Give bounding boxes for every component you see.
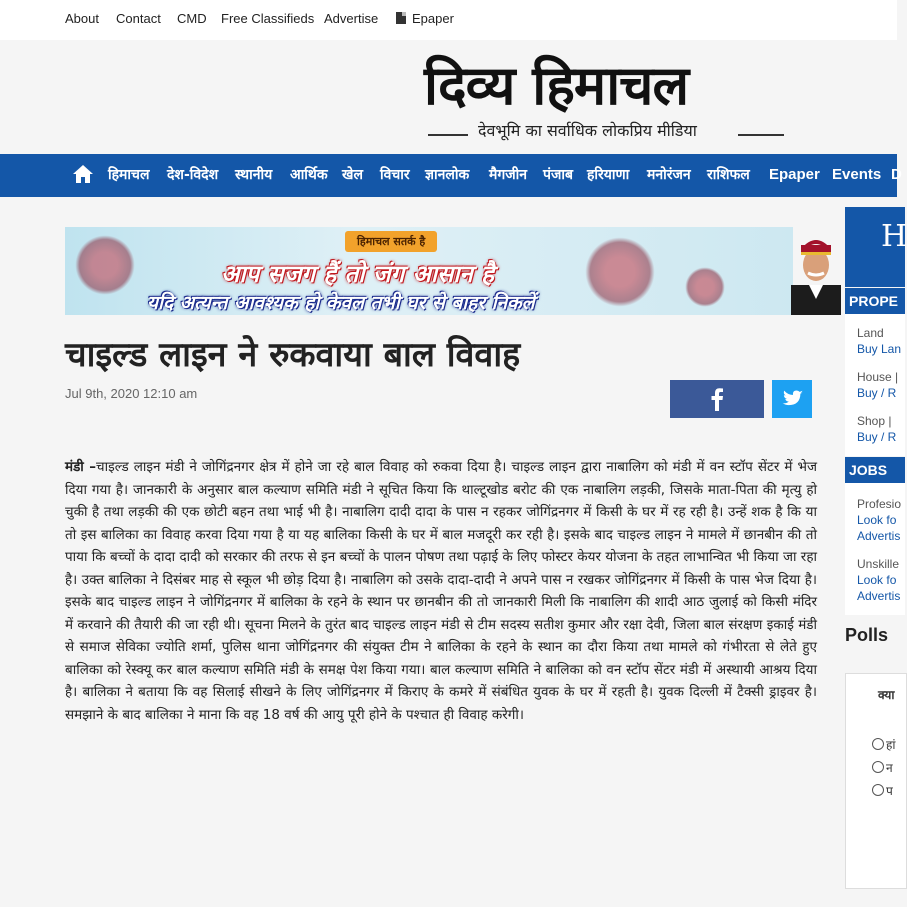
jobs-link[interactable]: Look fo — [857, 513, 897, 527]
poll-option-label: हां — [886, 738, 896, 752]
virus-graphic — [75, 235, 135, 295]
nav-item-magazine[interactable]: मैगजीन — [489, 167, 528, 183]
article-date: Jul 9th, 2020 12:10 am — [65, 386, 198, 401]
banner-tag: हिमाचल सतर्क है — [345, 231, 437, 252]
facebook-icon — [670, 380, 764, 418]
jobs-tab[interactable]: JOBS — [845, 457, 905, 483]
right-sidebar — [845, 207, 905, 907]
article-title: चाइल्ड लाइन ने रुकवाया बाल विवाह — [65, 335, 521, 375]
nav-item-gyanlok[interactable]: ज्ञानलोक — [425, 167, 470, 183]
document-icon — [396, 12, 406, 24]
nav-item-punjab[interactable]: पंजाब — [543, 167, 573, 183]
main-nav — [0, 154, 902, 197]
nav-item-himachal[interactable]: हिमाचल — [108, 167, 150, 183]
jobs-link[interactable]: Advertis — [857, 529, 901, 543]
virus-graphic — [585, 237, 655, 307]
banner-headline: आप सजग हैं तो जंग आसान है — [221, 260, 494, 288]
twitter-share-button[interactable] — [772, 380, 812, 418]
epaper-link[interactable] — [396, 11, 454, 26]
polls-heading: Polls — [845, 625, 889, 645]
poll-option[interactable] — [872, 736, 895, 753]
nav-item-khel[interactable]: खेल — [342, 167, 363, 183]
property-category: Land — [857, 326, 884, 340]
poll-option-label: न — [886, 761, 893, 775]
radio-button[interactable] — [872, 761, 884, 773]
jobs-link[interactable]: Advertis — [857, 589, 901, 603]
poll-option[interactable] — [872, 782, 893, 799]
tagline-rule-right — [738, 134, 784, 136]
nav-item-events[interactable]: Events — [832, 166, 882, 183]
poll-option[interactable] — [872, 759, 893, 776]
radio-button[interactable] — [872, 738, 884, 750]
jobs-category: Unskille — [857, 557, 900, 571]
property-category: Shop | — [857, 414, 892, 428]
property-category: House | — [857, 370, 899, 384]
property-list — [845, 314, 905, 456]
masthead — [0, 40, 897, 154]
sidebar-ad-header[interactable] — [845, 207, 905, 287]
nav-item-vichar[interactable]: विचार — [380, 167, 410, 183]
cmd-link[interactable]: CMD — [177, 11, 207, 26]
nav-item-overflow[interactable]: D — [891, 166, 902, 183]
banner-subline: यदि अत्यन्त आवश्यक हो केवल तभी घर से बाहर निकलें — [147, 292, 535, 314]
nav-item-desh-videsh[interactable]: देश-विदेश — [167, 167, 219, 183]
tagline-rule-left — [428, 134, 468, 136]
nav-item-epaper[interactable]: Epaper — [769, 166, 820, 183]
article-text: चाइल्ड लाइन मंडी ने जोगिंद्रनगर क्षेत्र में होने जा रहे बाल विवाह को रुकवा दिया है। चाइल्ड लाइन द्वारा नाबालिग को मंडी में वन स्टॉप सेंटर में भेज दिया गया है। जानकारी के अनुसार बाल कल्याण समिति मंडी ने सूचित किया कि थाल्टूखोड बरोट की एक नाबालिग लड़की, जिसके माता-पिता की मृत्यु हो चुकी है तथा लड़की की एक छोटी बहन तथा भाई भी है। नाबालिग दादी दादा के पास न रहकर जोगिंद्रनगर में किसी के घर में रह रही है। उन्हें शक है कि या तो इस बालिका का विवाह करवा दिया गया है या यह बालिका किसी के घर में बाल मजदूरी कर रही है। इसके बाद चाइल्ड लाइन ने मामले में छानबीन की तो पाया कि बच्चों के दादा दादी को सरकार की तरफ से इन बच्चों के पालन पोषण तथा पढ़ाई के लिए फोस्टर केयर योजना के तहत लाभान्वित भी किया जा रहा है। उक्त बालिका ने दिसंबर माह से स्कूल भी छोड़ दिया है। नाबालिग को उसके दादा-दादी ने अपने पास न रखकर जोगिंद्रनगर में किसी के पास भेज दिया है। इसके बाद चाइल्ड लाइन ने जोगिंद्रनगर में बालिका के रहने के स्थान पर छानबीन की तो जानकारी मिली कि नाबालिग की शादी आठ जुलाई को किसी मंदिर में करवाने की तैयारी की जा रही थी। सूचना मिलने के तुरंत बाद चाइल्ड लाइन मंडी से टीम सदस्य सतीश कुमार और रक्षा देवी, जिला बाल संरक्षण इकाई मंडी से समाज सेविका ज्योति शर्मा, पुलिस थाना जोगिंद्रनगर की संयुक्त टीम ने बालिका के रहने के स्थान का दौरा किया तथा मामले को गंभीरता से लेते हुए बालिका को रेस्क्यू कर बाल कल्याण समिति मंडी के समक्ष पेश किया गया। बाल कल्याण समिति ने बालिका को वन स्टॉप सेंटर मंडी में अस्थायी आश्रय दिया है। बालिका ने बताया कि वह सिलाई सीखने के लिए जोगिंद्रनगर में किराए के कमरे में संबंधित युवक के घर में रहती है। युवक दिल्ली में टैक्सी ड्राइवर है। समझाने के बाद बालिका ने माना कि वह 18 वर्ष की आयु पूरी होने के पश्चात ही विवाह करेगी। — [65, 459, 817, 723]
property-link[interactable]: Buy / R — [857, 430, 897, 444]
sidebar-ad-letter: H — [881, 219, 907, 254]
property-link[interactable]: Buy Lan — [857, 342, 902, 356]
jobs-category: Profesio — [857, 497, 902, 511]
facebook-share-button[interactable] — [670, 380, 764, 418]
poll-widget — [845, 673, 907, 889]
contact-link[interactable]: Contact — [116, 11, 161, 26]
covid-awareness-banner[interactable] — [65, 227, 793, 315]
poll-option-label: प — [886, 784, 893, 798]
top-utility-bar — [0, 0, 897, 40]
property-link[interactable]: Buy / R — [857, 386, 897, 400]
home-icon[interactable] — [72, 164, 94, 184]
jobs-link[interactable]: Look fo — [857, 573, 897, 587]
free-classifieds-link[interactable]: Free Classifieds — [221, 11, 315, 26]
nav-item-arthik[interactable]: आर्थिक — [290, 167, 328, 183]
site-logo[interactable]: दिव्य हिमाचल — [424, 53, 689, 117]
article-body — [65, 456, 817, 726]
nav-item-haryana[interactable]: हरियाणा — [587, 167, 630, 183]
chief-minister-photo — [781, 227, 851, 315]
about-link[interactable]: About — [65, 11, 99, 26]
virus-graphic — [685, 267, 725, 307]
property-tab[interactable]: PROPE — [845, 288, 905, 314]
advertise-link[interactable]: Advertise — [324, 11, 379, 26]
radio-button[interactable] — [872, 784, 884, 796]
jobs-list — [845, 483, 905, 615]
twitter-icon — [772, 380, 812, 418]
epaper-link-label: Epaper — [412, 11, 454, 26]
site-tagline: देवभूमि का सर्वाधिक लोकप्रिय मीडिया — [478, 121, 697, 140]
nav-item-manoranjan[interactable]: मनोरंजन — [647, 167, 691, 183]
poll-question: क्या — [878, 688, 895, 702]
nav-item-sthaniya[interactable]: स्थानीय — [235, 167, 273, 183]
article-location: मंडी – — [65, 459, 96, 475]
nav-item-rashifal[interactable]: राशिफल — [707, 167, 750, 183]
